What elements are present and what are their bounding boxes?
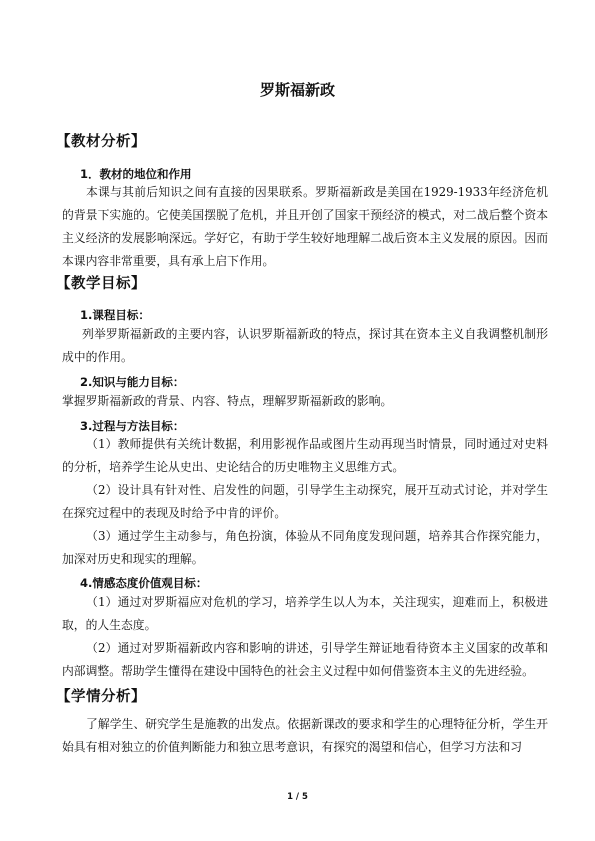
paragraph-process-goal-3: （3）通过学生主动参与，角色扮演，体验从不同角度发现问题，培养其合作探究能力，加深对历史和现实的理解。 bbox=[62, 529, 548, 566]
heading-student-analysis: 【学情分析】 bbox=[56, 689, 146, 705]
paragraph-position-role: 本课与其前后知识之间有直接的因果联系。罗斯福新政是美国在1929-1933年经济危机的背景下实施的。它使美国摆脱了危机，并且开创了国家干预经济的模式，对二战后整个资本主义经济的发展影响深远。学好它，有助于学生较好地理解二战后资本主义发展的原因。因而本课内容非常重要，具有承上启下作用。 bbox=[62, 185, 548, 268]
subheading-process-goals: 3.过程与方法目标： bbox=[80, 419, 185, 433]
paragraph-student-analysis: 了解学生、研究学生是施教的出发点。依据新课改的要求和学生的心理特征分析，学生开始具有相对独立的价值判断能力和独立思考意识，有探究的渴望和信心，但学习方法和习 bbox=[62, 717, 548, 754]
paragraph-process-goal-2: （2）设计具有针对性、启发性的问题，引导学生主动探究，展开互动式讨论，并对学生在探究过程中的表现及时给予中肯的评价。 bbox=[62, 483, 548, 520]
paragraph-process-goal-1: （1）教师提供有关统计数据，利用影视作品或图片生动再现当时情景，同时通过对史料的分析，培养学生论从史出、史论结合的历史唯物主义思维方式。 bbox=[62, 437, 548, 474]
page-title: 罗斯福新政 bbox=[259, 81, 335, 99]
paragraph-course-goals: 列举罗斯福新政的主要内容，认识罗斯福新政的特点，探讨其在资本主义自我调整机制形成中的作用。 bbox=[62, 327, 548, 364]
paragraph-knowledge-goals: 掌握罗斯福新政的背景、内容、特点，理解罗斯福新政的影响。 bbox=[62, 394, 393, 408]
heading-textbook-analysis: 【教材分析】 bbox=[56, 134, 146, 150]
heading-teaching-goals: 【教学目标】 bbox=[56, 276, 146, 292]
subheading-course-goals: 1.课程目标： bbox=[80, 308, 150, 322]
page-number: 1 / 5 bbox=[287, 792, 308, 802]
paragraph-attitude-goal-1: （1）通过对罗斯福应对危机的学习，培养学生以人为本，关注现实，迎难而上，积极进取，的人生态度。 bbox=[62, 595, 548, 632]
subheading-attitude-goals: 4.情感态度价值观目标： bbox=[80, 576, 208, 590]
paragraph-attitude-goal-2: （2）通过对罗斯福新政内容和影响的讲述，引导学生辩证地看待资本主义国家的改革和内部调整。帮助学生懂得在建设中国特色的社会主义过程中如何借鉴资本主义的先进经验。 bbox=[62, 641, 548, 678]
subheading-knowledge-goals: 2.知识与能力目标： bbox=[80, 375, 185, 389]
subheading-position-role: 1．教材的地位和作用 bbox=[80, 167, 192, 181]
